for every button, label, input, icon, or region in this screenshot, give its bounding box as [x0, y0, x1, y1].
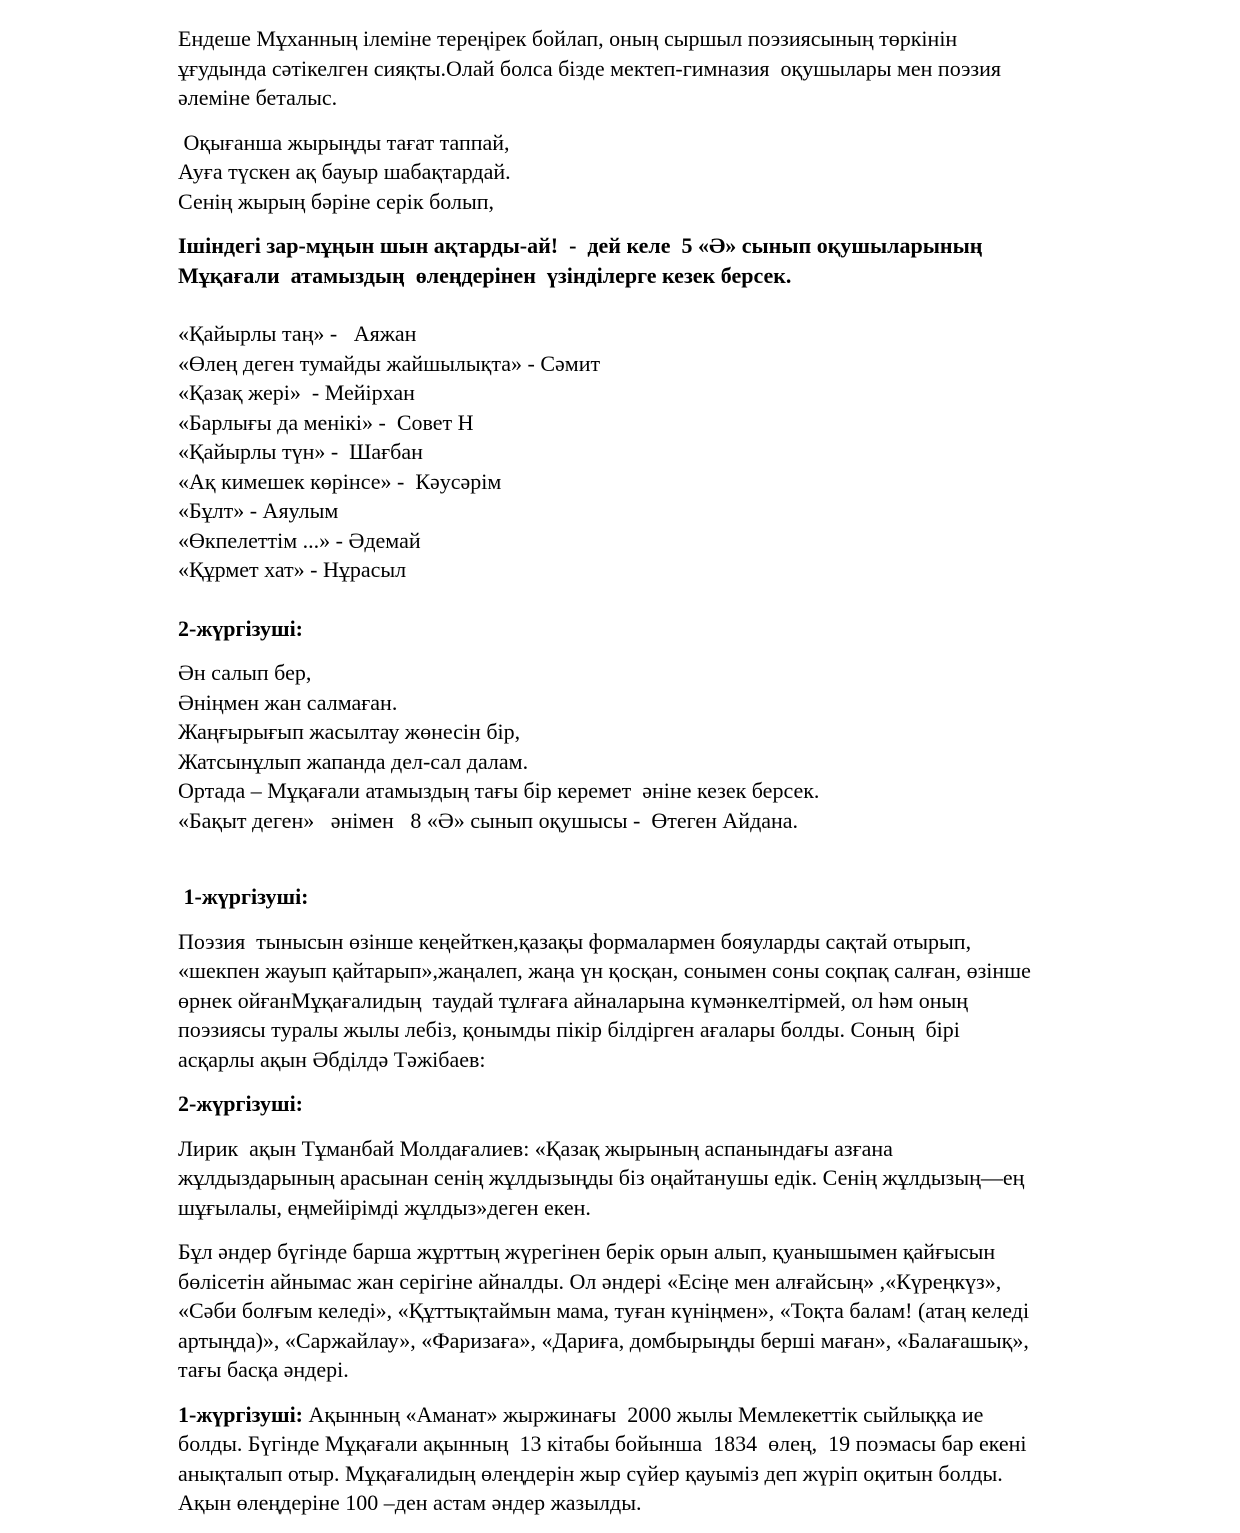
final-lead-line [178, 1400, 1168, 1430]
poem-list-item: «Қайырлы түн» - Шағбан [178, 439, 423, 464]
song-line: Әніңмен жан салмаған. [178, 689, 398, 715]
poetry-line: Поэзия тынысын өзінше кеңейткен,қазақы формалармен бояуларды сақтай отырып, [178, 928, 972, 954]
songs-line: Бұл әндер бүгінде барша жұрттың жүрегінен берік орын алып, қуанышымен қайғысын [178, 1239, 996, 1264]
song-line: «Бақыт деген» әнімен 8 «Ә» сынып оқушысы - Өтеген Айдана. [178, 807, 799, 833]
final-line: анықталып отыр. Мұқағалидың өлеңдерін жыр сүйер қауыміз деп жүріп оқитын болды. [178, 1460, 1003, 1486]
songs-line: бөлісетін айнымас жан серігіне айналды. Ол әндері «Есіңе мен алғайсың» ,«Күреңкүз», [178, 1268, 1002, 1294]
final-line: болды. Бүгінде Мұқағали ақынның 13 кітабы бойынша 1834 өлең, 19 поэмасы бар екені [178, 1431, 1027, 1456]
poetry-line: «шекпен жауып қайтарып»,жаңалеп, жаңа үн қосқан, сонымен соны соқпақ салған, өзінше [178, 958, 1031, 983]
spacer [178, 305, 1168, 319]
poetry-line: асқарлы ақын Әбділдә Тәжібаев: [178, 1046, 486, 1072]
bold-intro-paragraph [178, 231, 1168, 290]
songs-line: артыңда)», «Саржайлау», «Фаризаға», «Дариға, домбырыңды берші маған», «Балағашық», [178, 1327, 1029, 1353]
final-line: Ақын өлеңдеріне 100 –ден астам әндер жазылды. [178, 1490, 642, 1515]
final-lead-rest: Ақынның «Аманат» жыржинағы 2000 жылы Мемлекеттік сыйлыққа ие [303, 1401, 984, 1427]
song-line: Жаңғырығып жасылтау жөнесін бір, [178, 719, 521, 744]
songs-line: тағы басқа әндері. [178, 1357, 349, 1382]
intro-paragraph [178, 24, 1168, 113]
poem-line: Ауға түскен ақ бауыр шабақтардай. [178, 159, 511, 184]
final-lead-bold: 1-жүргізуші: [178, 1401, 304, 1427]
songs-line: «Сәби болғым келеді», «Құттықтаймын мама, туған күніңмен», «Тоқта балам! (атаң келеді [178, 1298, 1030, 1323]
poem-list-item: «Қайырлы таң» - Аяжан [178, 321, 417, 346]
poem-list-item: «Өкпелеттім ...» - Әдемай [178, 527, 421, 553]
poem-list-item: «Ақ кимешек көрінсе» - Кәусәрім [178, 468, 502, 494]
song-line: Ән салып бер, [178, 660, 312, 685]
intro-line: әлеміне беталыс. [178, 85, 338, 110]
poem-list [178, 319, 1168, 585]
section-heading: 2-жүргізуші: [178, 615, 304, 641]
poetry-line: поэзиясы туралы жылы лебіз, қонымды пікір білдірген ағалары болды. Соның бірі [178, 1017, 960, 1042]
poetry-paragraph [178, 927, 1168, 1075]
lyric-line: Лирик ақын Тұманбай Молдағалиев: «Қазақ жырының аспанындағы азғана [178, 1135, 893, 1161]
section-heading: 2-жүргізуші: [178, 1091, 304, 1116]
poetry-line: өрнек ойғанМұқағалидың таудай тұлғаға айналарына күмәнкелтірмей, ол һәм оның [178, 987, 969, 1013]
song-block [178, 658, 1168, 835]
songs-paragraph [178, 1237, 1168, 1385]
poem-list-item: «Бұлт» - Аяулым [178, 498, 339, 523]
poem-line: Сенің жырың бәріне серік болып, [178, 188, 495, 214]
document-content [178, 24, 1168, 1533]
bold-intro-line: Мұқағали атамыздың өлеңдерінен үзінділерге кезек берсек. [178, 262, 792, 288]
poem-list-item: «Барлығы да менікі» - Совет Н [178, 409, 474, 435]
spacer [178, 600, 1168, 614]
song-line: Ортада – Мұқағали атамыздың тағы бір керемет әніне кезек берсек. [178, 778, 820, 803]
bold-intro-line: Ішіндегі зар-мұңын шын ақтарды-ай! - дей келе 5 «Ә» сынып оқушыларының [178, 233, 983, 258]
song-line: Жатсынұлып жапанда дел-сал далам. [178, 748, 529, 774]
spacer [178, 850, 1168, 882]
final-paragraph [178, 1400, 1168, 1518]
section-heading: 1-жүргізуші: [178, 884, 309, 909]
lyric-paragraph [178, 1134, 1168, 1223]
intro-line: ұғудында сәтікелген сияқты.Олай болса бізде мектеп-гимназия оқушылары мен поэзия [178, 55, 1002, 81]
poem-line: Оқығанша жырыңды тағат таппай, [178, 129, 510, 155]
intro-line: Ендеше Мұханның ілеміне тереңірек бойлап, оның сыршыл поэзиясының төркінін [178, 26, 958, 51]
poem-list-item: «Құрмет хат» - Нұрасыл [178, 557, 407, 582]
poem-list-item: «Қазақ жері» - Мейірхан [178, 380, 415, 405]
lyric-line: шұғылалы, еңмейірімді жұлдыз»деген екен. [178, 1194, 591, 1220]
poem-stanza [178, 128, 1168, 217]
lyric-line: жұлдыздарының арасынан сенің жұлдызыңды біз оңайтанушы едік. Сенің жұлдызың—ең [178, 1165, 1025, 1190]
poem-list-item: «Өлең деген тумайды жайшылықта» - Сәмит [178, 350, 601, 376]
